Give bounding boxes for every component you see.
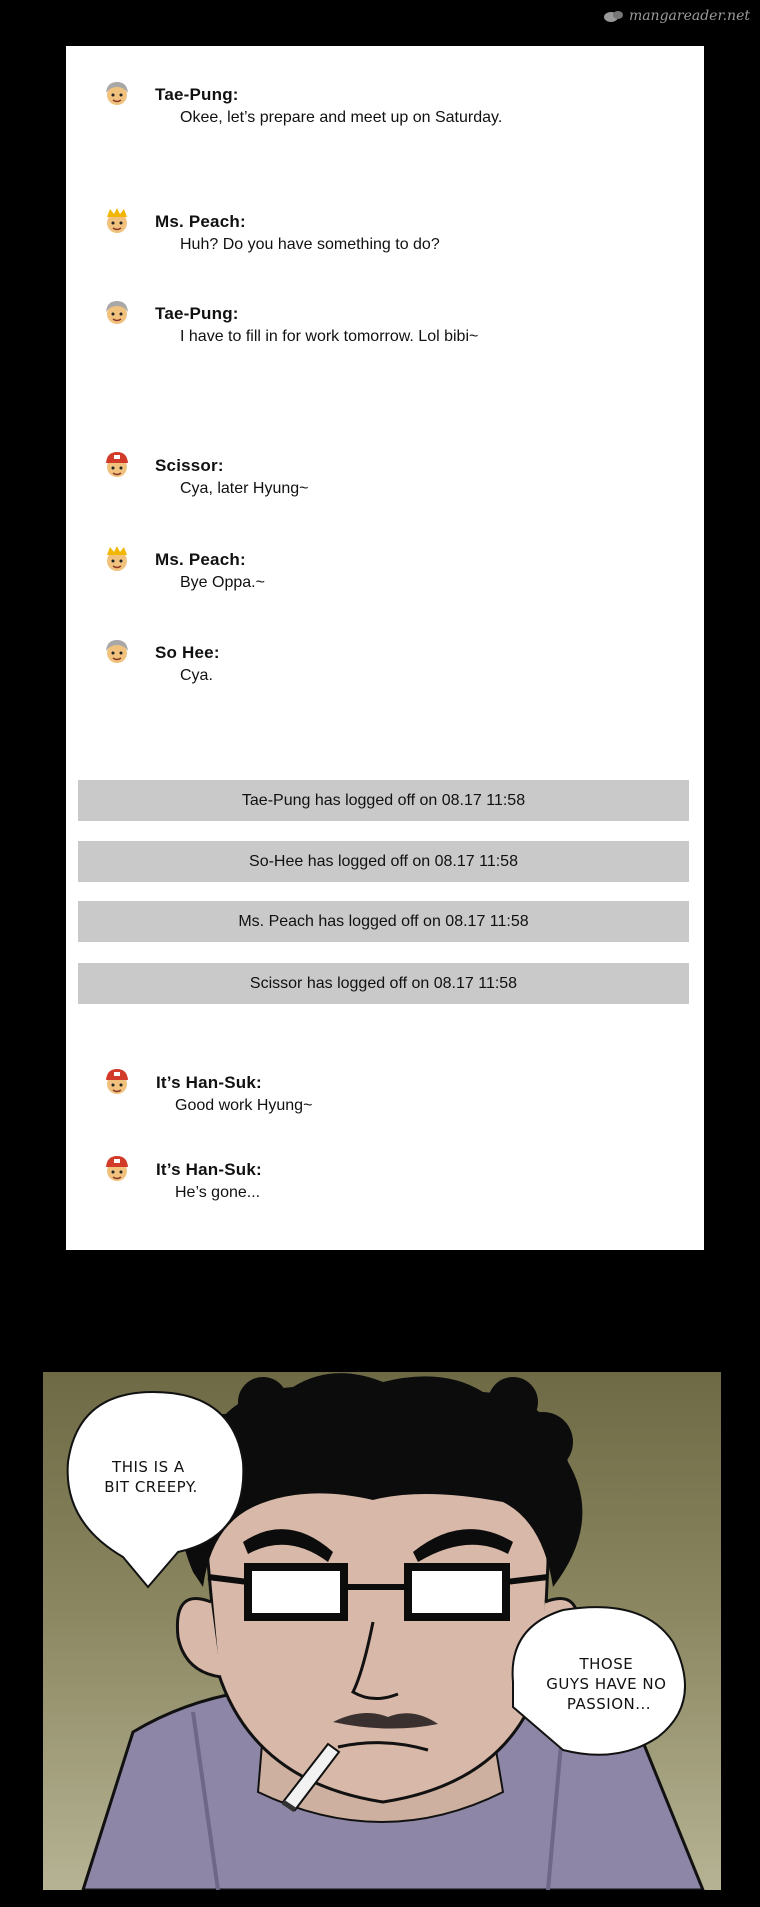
- crown-avatar-icon: [102, 205, 132, 235]
- message-text: Cya.: [180, 667, 213, 684]
- message-text: I have to fill in for work tomorrow. Lol bibi~: [180, 328, 479, 345]
- message-text: He’s gone...: [175, 1184, 261, 1201]
- chat-log: [66, 46, 704, 1250]
- right-bubble-line: PASSION...: [566, 1695, 652, 1713]
- message-sender: It’s Han-Suk:: [156, 1160, 262, 1179]
- logoff-notice: Ms. Peach has logged off on 08.17 11:58: [78, 901, 689, 942]
- message-sender: Tae-Pung:: [155, 304, 239, 323]
- logoff-notice: So-Hee has logged off on 08.17 11:58: [78, 841, 689, 882]
- right-bubble-line: THOSE: [579, 1655, 634, 1673]
- comic-panel: [43, 1372, 721, 1890]
- message-sender: So Hee:: [155, 643, 220, 662]
- message-sender: Ms. Peach:: [155, 212, 246, 231]
- message-sender: Ms. Peach:: [155, 550, 246, 569]
- red-cap-avatar-icon: [102, 1066, 132, 1096]
- right-bubble-line: GUYS HAVE NO: [546, 1675, 667, 1693]
- crown-avatar-icon: [102, 543, 132, 573]
- red-cap-avatar-icon: [102, 1153, 132, 1183]
- logoff-notice: Tae-Pung has logged off on 08.17 11:58: [78, 780, 689, 821]
- message-text: Bye Oppa.~: [180, 574, 265, 591]
- mangareader-logo-icon: [603, 9, 625, 23]
- message-sender: It’s Han-Suk:: [156, 1073, 262, 1092]
- grey-hair-avatar-icon: [102, 78, 132, 108]
- message-text: Huh? Do you have something to do?: [180, 236, 440, 253]
- message-sender: Tae-Pung:: [155, 85, 239, 104]
- message-text: Good work Hyung~: [175, 1097, 313, 1114]
- message-text: Cya, later Hyung~: [180, 480, 309, 497]
- comic-illustration: [43, 1372, 721, 1890]
- logoff-notice: Scissor has logged off on 08.17 11:58: [78, 963, 689, 1004]
- left-bubble-line: BIT CREEPY.: [104, 1478, 198, 1496]
- message-text: Okee, let’s prepare and meet up on Saturday.: [180, 109, 503, 126]
- message-sender: Scissor:: [155, 456, 224, 475]
- watermark: [603, 8, 750, 24]
- grey-hair-avatar-icon: [102, 297, 132, 327]
- red-cap-avatar-icon: [102, 449, 132, 479]
- left-bubble-line: THIS IS A: [112, 1458, 185, 1476]
- grey-hair-avatar-icon: [102, 636, 132, 666]
- watermark-text: mangareader.net: [628, 8, 750, 24]
